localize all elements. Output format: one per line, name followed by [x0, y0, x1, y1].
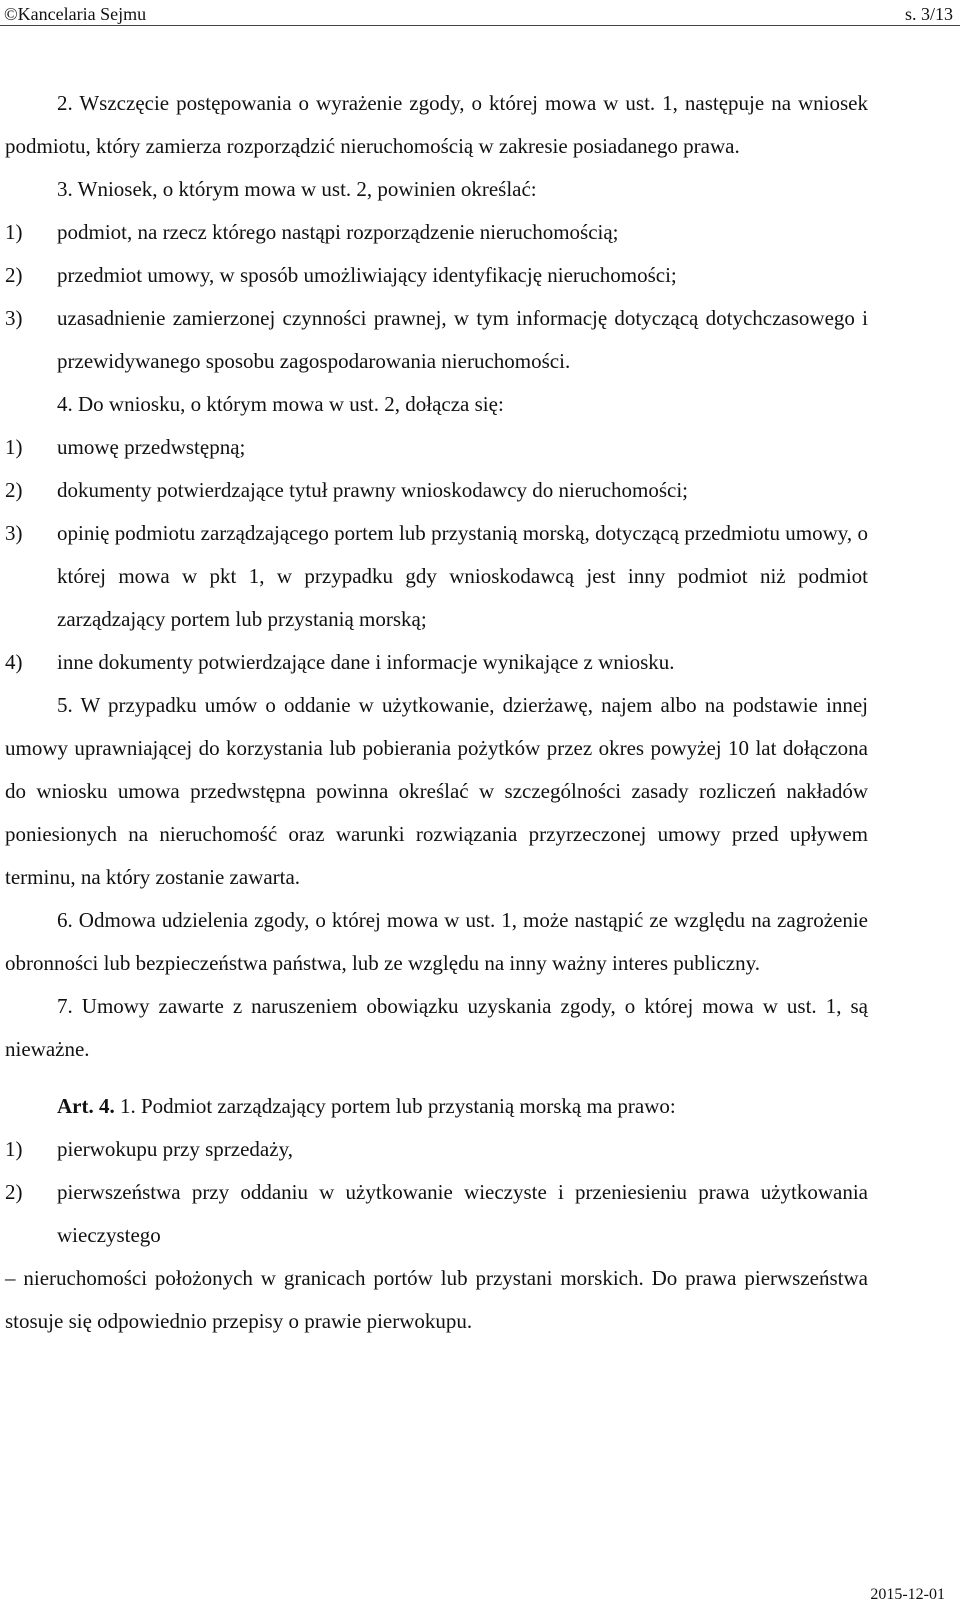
- paragraph-7: 7. Umowy zawarte z naruszeniem obowiązku uzyskania zgody, o której mowa w ust. 1, są nieważne.: [5, 994, 868, 1061]
- paragraph-3: 3. Wniosek, o którym mowa w ust. 2, powinien określać:: [57, 177, 537, 201]
- list-item: [5, 641, 868, 684]
- article-4-heading: [5, 1085, 868, 1128]
- item-number: 3): [5, 306, 23, 330]
- list-item: [5, 512, 868, 641]
- footer-date: 2015-12-01: [870, 1586, 945, 1603]
- item-text: dokumenty potwierdzające tytuł prawny wnioskodawcy do nieruchomości;: [57, 478, 689, 502]
- item-number: 3): [5, 521, 23, 545]
- item-text: umowę przedwstępną;: [57, 435, 246, 459]
- item-number: 2): [5, 1180, 23, 1204]
- item-text: pierwszeństwa przy oddaniu w użytkowanie wieczyste i przeniesieniu prawa użytkowania wieczystego: [57, 1180, 868, 1247]
- header-divider: [0, 25, 960, 26]
- item-text: inne dokumenty potwierdzające dane i informacje wynikające z wniosku.: [57, 650, 675, 674]
- page-number: s. 3/13: [904, 4, 953, 24]
- article-4-tail: – nieruchomości położonych w granicach portów lub przystani morskich. Do prawa pierwszeństwa stosuje się odpowiednio przepisy o prawie pierwokupu.: [5, 1266, 868, 1333]
- item-text: pierwokupu przy sprzedaży,: [57, 1137, 293, 1161]
- paragraph-4: 4. Do wniosku, o którym mowa w ust. 2, dołącza się:: [57, 392, 504, 416]
- document-body: [5, 82, 868, 1343]
- item-text: podmiot, na rzecz którego nastąpi rozporządzenie nieruchomością;: [57, 220, 619, 244]
- item-number: 1): [5, 220, 23, 244]
- item-text: uzasadnienie zamierzonej czynności prawnej, w tym informację dotyczącą dotychczasowego i przewidywanego sposobu zagospodarowania nieruchomości.: [57, 306, 868, 373]
- article-label: Art. 4.: [57, 1094, 115, 1118]
- item-text: opinię podmiotu zarządzającego portem lub przystanią morską, dotyczącą przedmiotu umowy, o której mowa w pkt 1, w przypadku gdy wnioskodawcą jest inny podmiot niż podmiot zarządzający portem lub przystanią morską;: [57, 521, 868, 631]
- list-item: [5, 469, 868, 512]
- article-4-text: 1. Podmiot zarządzający portem lub przystanią morską ma prawo:: [114, 1094, 676, 1118]
- spacer: [5, 1071, 868, 1085]
- list-item: [5, 1171, 868, 1257]
- list-item: [5, 211, 868, 254]
- item-number: 2): [5, 263, 23, 287]
- item-number: 2): [5, 478, 23, 502]
- paragraph-6: 6. Odmowa udzielenia zgody, o której mowa w ust. 1, może nastąpić ze względu na zagrożenie obronności lub bezpieczeństwa państwa, lub ze względu na inny ważny interes publiczny.: [5, 908, 868, 975]
- header-publisher: ©Kancelaria Sejmu: [4, 4, 147, 24]
- paragraph-2: 2. Wszczęcie postępowania o wyrażenie zgody, o której mowa w ust. 1, następuje na wniosek podmiotu, który zamierza rozporządzić nieruchomością w zakresie posiadanego prawa.: [5, 91, 868, 158]
- list-item: [5, 1128, 868, 1171]
- list-item: [5, 426, 868, 469]
- item-number: 1): [5, 1137, 23, 1161]
- item-number: 4): [5, 650, 23, 674]
- list-item: [5, 254, 868, 297]
- paragraph-5: 5. W przypadku umów o oddanie w użytkowanie, dzierżawę, najem albo na podstawie innej umowy uprawniającej do korzystania lub pobierania pożytków przez okres powyżej 10 lat dołączona do wniosku umowa przedwstępna powinna określać w szczególności zasady rozliczeń nakładów poniesionych na nieruchomość oraz warunki rozwiązania przyrzeczonej umowy przed upływem terminu, na który zostanie zawarta.: [5, 693, 868, 889]
- item-number: 1): [5, 435, 23, 459]
- list-item: [5, 297, 868, 383]
- item-text: przedmiot umowy, w sposób umożliwiający identyfikację nieruchomości;: [57, 263, 677, 287]
